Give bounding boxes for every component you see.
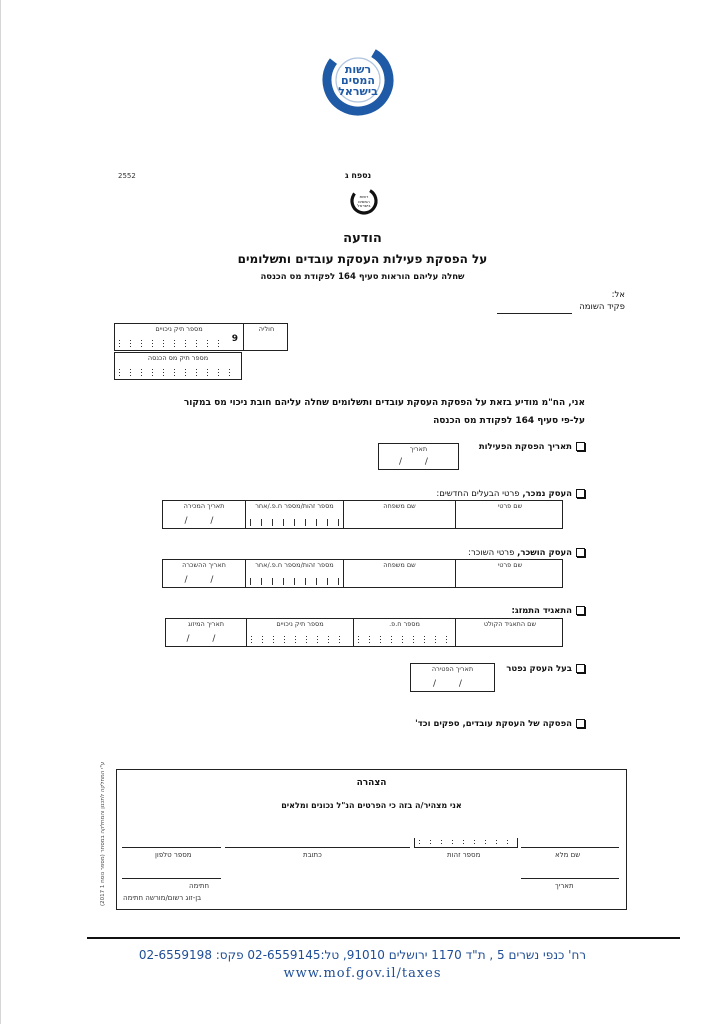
stopped-label: הפסקה של העסקת עובדים, ספקים וכד'	[415, 719, 572, 729]
file-numbers-box	[114, 323, 288, 351]
merged-col-company: שם התאגיד הקולט	[483, 620, 537, 628]
phone-line[interactable]	[122, 847, 221, 848]
income-tax-file-label: מספר תיק מס הכנסה	[147, 354, 209, 362]
merged-date[interactable]	[166, 619, 246, 646]
address-label: כתובת	[303, 851, 322, 859]
id-number-label: מספר זהות	[447, 851, 481, 859]
leased-date-slashes: / /	[184, 575, 224, 585]
sold-option[interactable]	[436, 489, 585, 499]
leased-option[interactable]	[468, 548, 585, 558]
full-name-line[interactable]	[521, 847, 619, 848]
sold-id-ticks	[250, 519, 339, 526]
leased-label-bold: העסק הושכר,	[517, 548, 572, 558]
sold-table	[162, 500, 563, 529]
leased-id[interactable]	[245, 560, 343, 587]
tax-authority-logo	[318, 40, 398, 120]
merged-col-date: תאריך המיזוג	[187, 620, 225, 628]
district-label: חוליה	[258, 325, 275, 333]
sold-date-slashes: / /	[184, 516, 224, 526]
stop-date-box[interactable]	[378, 443, 459, 470]
form-number: 2552	[118, 172, 136, 180]
merged-checkbox[interactable]	[576, 606, 585, 615]
date-label: תאריך	[555, 882, 574, 890]
small-logo-line-3: בישראל	[357, 203, 371, 208]
deceased-date-box[interactable]	[410, 663, 495, 692]
declaration-box	[116, 769, 627, 910]
small-logo-line-2: המסים	[358, 198, 370, 204]
stop-date-label: תאריך הפסקת הפעילות	[478, 442, 572, 452]
signature-line[interactable]	[122, 878, 221, 879]
logo-line-2: המסים	[341, 74, 375, 87]
small-logo-line-1: רשות	[359, 194, 369, 199]
statement-line-2: על-פי סעיף 164 לפקודת מס הכנסה	[433, 416, 585, 426]
full-name-label: שם מלא	[555, 851, 581, 859]
income-tax-file-box[interactable]	[114, 352, 242, 380]
id-number-ticks	[419, 840, 513, 846]
page-subtitle-2: שחלה עליהם הוראות סעיף 164 לפקודת מס הכנסה	[260, 272, 465, 282]
id-number-field[interactable]	[414, 838, 518, 848]
income-tax-digit-ticks	[119, 369, 237, 377]
deceased-option[interactable]	[506, 664, 585, 674]
merged-col-company-number: מספר ח.פ.	[389, 620, 420, 628]
date-line[interactable]	[521, 878, 619, 879]
side-note: ע"י המחלקה לתכנון והמחלקה במסחר (מספר נוסח 1 2017)	[100, 761, 106, 906]
page-title: הודעה	[343, 231, 382, 246]
page-edge	[0, 0, 1, 1024]
deceased-slashes: / /	[433, 679, 472, 689]
deceased-col: תאריך הפטירה	[431, 665, 474, 673]
signature-label: חתימה	[189, 882, 210, 890]
deceased-label: בעל העסק נפטר	[506, 664, 572, 674]
leased-col-first-name: שם פרטי	[497, 561, 523, 569]
sold-col-last-name: שם משפחה	[383, 502, 416, 510]
leased-id-ticks	[250, 578, 339, 585]
leased-last-name[interactable]	[343, 560, 455, 587]
footer-website-text[interactable]: www.mof.gov.il/taxes	[283, 966, 442, 981]
merged-option[interactable]	[512, 606, 586, 616]
leased-first-name[interactable]	[455, 560, 564, 587]
sold-col-first-name: שם פרטי	[497, 502, 523, 510]
assessing-officer-label: פקיד השומה	[579, 302, 625, 312]
logo-line-1: רשות	[344, 63, 372, 76]
footer-website[interactable]	[0, 966, 725, 981]
appendix-label: נספח ג	[345, 171, 372, 180]
stopped-option[interactable]	[415, 719, 585, 729]
merged-date-slashes: / /	[186, 634, 226, 644]
deductions-digit-ticks	[119, 340, 229, 348]
spouse-label: בן-זוג רשום/מורשה חתימה	[123, 894, 202, 902]
merged-company-number[interactable]	[353, 619, 455, 646]
deductions-prefix: 9	[231, 334, 238, 344]
deceased-checkbox[interactable]	[576, 664, 585, 673]
statement-line-1: אני, הח"מ מודיע בזאת על הפסקת העסקת עובדים ותשלומים שחלה עליהם חובת ניכוי מס במקור	[183, 398, 585, 408]
merged-col-deductions-file: מספר תיק ניכויים	[276, 620, 324, 628]
merged-company-name[interactable]	[455, 619, 564, 646]
page-subtitle: על הפסקת פעילות העסקת עובדים ותשלומים	[237, 252, 488, 266]
declaration-text: אני מצהיר/ה בזה כי הפרטים הנ"ל נכונים ומלאים	[281, 801, 462, 810]
address-line[interactable]	[225, 847, 410, 848]
district-cell[interactable]	[243, 324, 289, 350]
small-logo	[349, 186, 379, 216]
deductions-file-cell[interactable]	[115, 324, 243, 350]
merged-label: התאגיד התמזג:	[511, 606, 572, 616]
footer-divider	[87, 937, 680, 939]
merged-deductions-file-ticks	[251, 636, 349, 644]
leased-table	[162, 559, 563, 588]
sold-first-name[interactable]	[455, 501, 564, 528]
leased-checkbox[interactable]	[576, 548, 585, 557]
merged-company-number-ticks	[358, 636, 451, 644]
sold-label-bold: העסק נמכר,	[522, 489, 572, 499]
stop-date-col: תאריך	[409, 445, 428, 453]
stop-date-option[interactable]	[479, 442, 585, 452]
leased-col-date: תאריך ההשכרה	[182, 561, 226, 569]
merged-table	[165, 618, 563, 647]
leased-col-last-name: שם משפחה	[383, 561, 416, 569]
leased-col-id: מספר זהות/מספר ח.פ./אחר	[255, 561, 334, 569]
logo-line-3: בישראל	[338, 85, 378, 98]
assessing-officer-line[interactable]	[497, 313, 572, 314]
stopped-checkbox[interactable]	[576, 719, 585, 728]
sold-checkbox[interactable]	[576, 489, 585, 498]
sold-id[interactable]	[245, 501, 343, 528]
declaration-title: הצהרה	[356, 778, 387, 788]
sold-col-date: תאריך המכירה	[183, 502, 225, 510]
to-label: אל:	[611, 290, 625, 300]
sold-col-id: מספר זהות/מספר ח.פ./אחר	[255, 502, 334, 510]
leased-label-rest: פרטי השוכר:	[468, 548, 518, 558]
footer-address: רח' כנפי נשרים 5 , ת"ד 1170 ירושלים 91010, טל:02-6559145 פקס: 02-6559198	[138, 948, 587, 962]
deductions-file-label: מספר תיק ניכויים	[155, 325, 203, 333]
stop-date-slashes: / /	[399, 457, 438, 467]
merged-deductions-file[interactable]	[246, 619, 353, 646]
phone-label: מספר טלפון	[155, 851, 192, 859]
leased-date[interactable]	[163, 560, 245, 587]
sold-label-rest: פרטי הבעלים החדשים:	[436, 489, 523, 499]
sold-date[interactable]	[163, 501, 245, 528]
stop-date-checkbox[interactable]	[576, 442, 585, 451]
sold-last-name[interactable]	[343, 501, 455, 528]
